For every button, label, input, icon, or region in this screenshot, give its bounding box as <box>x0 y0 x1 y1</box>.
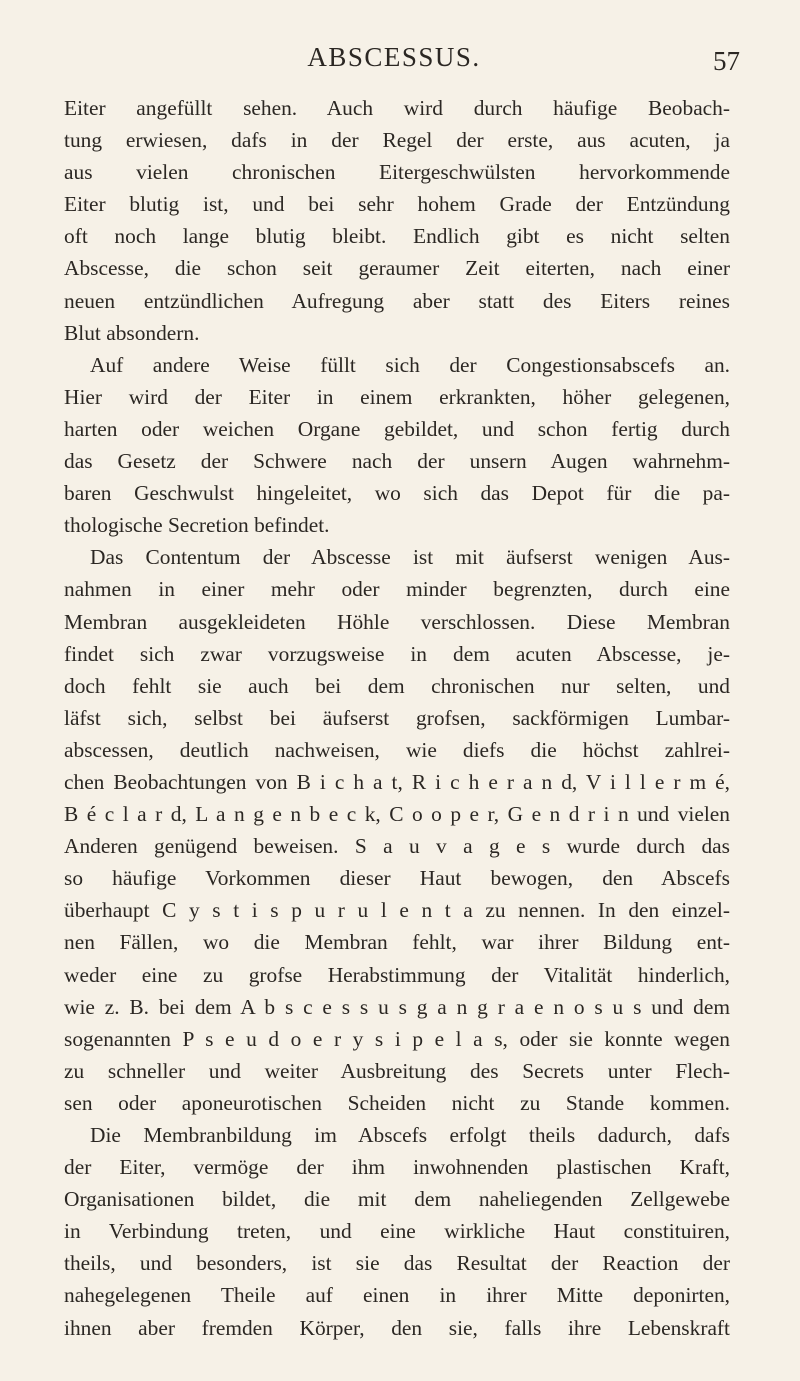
text-line: das Gesetz der Schwere nach der unsern Augen wahrnehm- <box>64 449 730 474</box>
text-line: Membran ausgekleideten Höhle verschlossen. Diese Membran <box>64 609 730 634</box>
running-head: ABSCESSUS. <box>307 42 481 72</box>
text-line: sogenannten P s e u d o e r y s i p e l a s, oder sie konnte wegen <box>64 1026 730 1051</box>
text-line: thologische Secretion befindet. <box>64 513 330 538</box>
text-line: B é c l a r d, L a n g e n b e c k, C o o p e r, G e n d r i n und vielen <box>64 802 730 827</box>
text-line: baren Geschwulst hingeleitet, wo sich das Depot für die pa- <box>64 481 730 506</box>
text-line: sen oder aponeurotischen Scheiden nicht zu Stande kommen. <box>64 1090 730 1115</box>
text-line: Die Membranbildung im Abscefs erfolgt theils dadurch, dafs <box>90 1123 730 1147</box>
text-line: abscessen, deutlich nachweisen, wie diefs die höchst zahlrei- <box>64 737 730 762</box>
text-line: tung erwiesen, dafs in der Regel der erste, aus acuten, ja <box>64 128 730 153</box>
text-line: doch fehlt sie auch bei dem chronischen nur selten, und <box>64 673 730 698</box>
text-line: Hier wird der Eiter in einem erkrankten, höher gelegenen, <box>64 384 730 409</box>
text-line: neuen entzündlichen Aufregung aber statt des Eiters reines <box>64 288 730 313</box>
text-line: theils, und besonders, ist sie das Resultat der Reaction der <box>64 1251 730 1276</box>
text-line: findet sich zwar vorzugsweise in dem acuten Abscesse, je- <box>64 641 730 666</box>
text-line: Abscesse, die schon seit geraumer Zeit eiterten, nach einer <box>64 256 730 281</box>
text-line: Auf andere Weise füllt sich der Congestionsabscefs an. <box>90 352 730 377</box>
text-line: Anderen genügend beweisen. S a u v a g e s wurde durch das <box>64 834 730 859</box>
text-line: Blut absondern. <box>64 320 200 345</box>
text-line: ihnen aber fremden Körper, den sie, falls ihre Lebenskraft <box>64 1315 730 1340</box>
text-line: Eiter blutig ist, und bei sehr hohem Grade der Entzündung <box>64 192 730 217</box>
page-header <box>64 42 740 82</box>
text-line: nahegelegenen Theile auf einen in ihrer Mitte deponirten, <box>64 1283 730 1308</box>
text-line: harten oder weichen Organe gebildet, und schon fertig durch <box>64 416 730 441</box>
body-text <box>64 92 730 1344</box>
page-number: 57 <box>713 46 740 76</box>
text-line: Organisationen bildet, die mit dem naheliegenden Zellgewebe <box>64 1187 730 1212</box>
text-line: oft noch lange blutig bleibt. Endlich gibt es nicht selten <box>64 224 730 249</box>
text-line: der Eiter, vermöge der ihm inwohnenden plastischen Kraft, <box>64 1155 730 1180</box>
text-line: überhaupt C y s t i s p u r u l e n t a zu nennen. In den einzel- <box>64 898 730 923</box>
text-line: zu schneller und weiter Ausbreitung des Secrets unter Flech- <box>64 1058 730 1083</box>
text-line: wie z. B. bei dem A b s c e s s u s g a n g r a e n o s u s und dem <box>64 994 730 1019</box>
text-line: aus vielen chronischen Eitergeschwülsten hervorkommende <box>64 160 730 185</box>
text-line: Das Contentum der Abscesse ist mit äufserst wenigen Aus- <box>90 545 730 570</box>
text-line: weder eine zu grofse Herabstimmung der Vitalität hinderlich, <box>64 962 730 987</box>
text-line: chen Beobachtungen von B i c h a t, R i c h e r a n d, V i l l e r m é, <box>64 769 730 794</box>
text-line: nahmen in einer mehr oder minder begrenzten, durch eine <box>64 577 730 602</box>
text-line: nen Fällen, wo die Membran fehlt, war ihrer Bildung ent- <box>64 930 730 955</box>
text-line: in Verbindung treten, und eine wirkliche Haut constituiren, <box>64 1219 730 1244</box>
text-line: so häufige Vorkommen dieser Haut bewogen, den Abscefs <box>64 866 730 891</box>
text-line: läfst sich, selbst bei äufserst grofsen, sackförmigen Lumbar- <box>64 705 730 730</box>
text-line: Eiter angefüllt sehen. Auch wird durch häufige Beobach- <box>64 96 730 120</box>
